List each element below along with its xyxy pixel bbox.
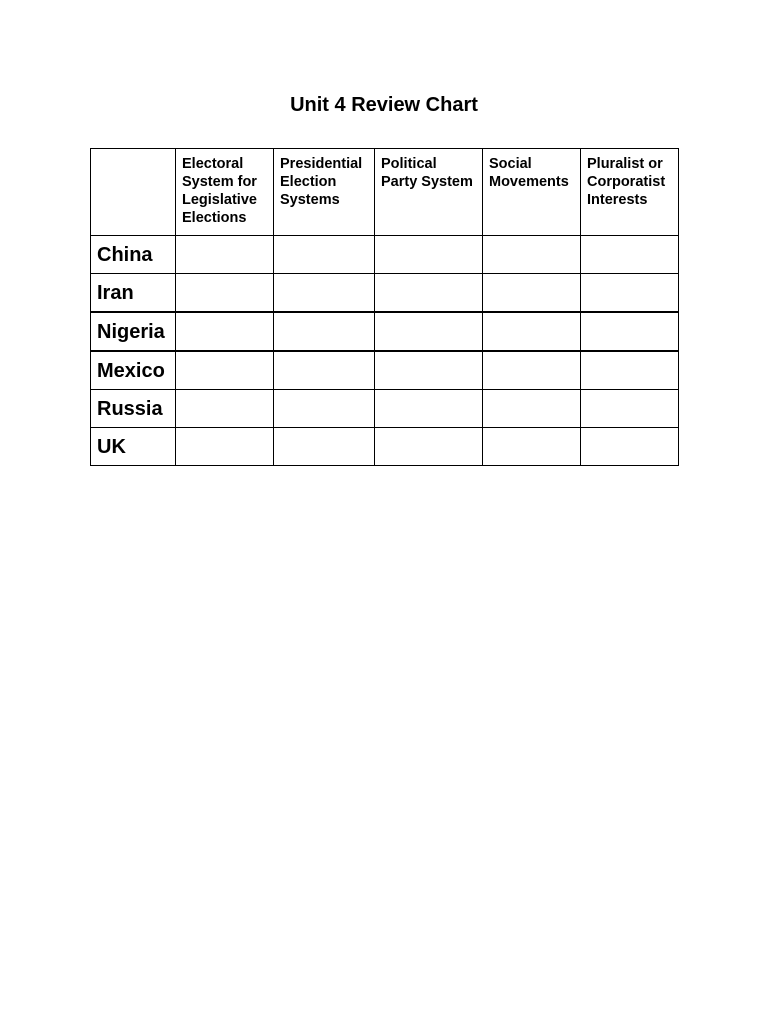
table-cell: [581, 236, 679, 274]
review-chart-table: [90, 148, 679, 466]
header-row: [91, 149, 679, 236]
header-electoral-system: Electoral System for Legislative Elections: [176, 149, 274, 236]
row-label-nigeria: Nigeria: [91, 312, 176, 351]
table-cell: [483, 312, 581, 351]
table-cell: [375, 351, 483, 390]
table-cell: [274, 351, 375, 390]
table-row: [91, 274, 679, 313]
header-presidential-election: Presidential Election Systems: [274, 149, 375, 236]
table-row: [91, 236, 679, 274]
row-label-uk: UK: [91, 428, 176, 466]
table-cell: [375, 312, 483, 351]
row-label-china: China: [91, 236, 176, 274]
table-cell: [581, 390, 679, 428]
table-cell: [375, 428, 483, 466]
table-cell: [176, 312, 274, 351]
table-cell: [483, 351, 581, 390]
table-cell: [176, 236, 274, 274]
table-cell: [274, 236, 375, 274]
table-cell: [274, 274, 375, 313]
table-row: [91, 351, 679, 390]
table-cell: [176, 390, 274, 428]
row-label-iran: Iran: [91, 274, 176, 313]
table-row: [91, 390, 679, 428]
table-row: [91, 428, 679, 466]
table-cell: [581, 428, 679, 466]
row-label-mexico: Mexico: [91, 351, 176, 390]
table-cell: [581, 312, 679, 351]
table-cell: [483, 274, 581, 313]
header-social-movements: Social Movements: [483, 149, 581, 236]
header-political-party-system: Political Party System: [375, 149, 483, 236]
table-cell: [375, 236, 483, 274]
table-cell: [176, 428, 274, 466]
header-corner-cell: [91, 149, 176, 236]
table-cell: [274, 312, 375, 351]
table-cell: [581, 274, 679, 313]
table-cell: [375, 390, 483, 428]
row-label-russia: Russia: [91, 390, 176, 428]
table-cell: [483, 390, 581, 428]
table-cell: [274, 428, 375, 466]
table-cell: [375, 274, 483, 313]
table-cell: [176, 351, 274, 390]
table-cell: [483, 236, 581, 274]
table-cell: [581, 351, 679, 390]
table-cell: [176, 274, 274, 313]
table-cell: [483, 428, 581, 466]
page-title: Unit 4 Review Chart: [290, 94, 478, 116]
table-row: [91, 312, 679, 351]
header-pluralist-corporatist: Pluralist or Corporatist Interests: [581, 149, 679, 236]
table-cell: [274, 390, 375, 428]
